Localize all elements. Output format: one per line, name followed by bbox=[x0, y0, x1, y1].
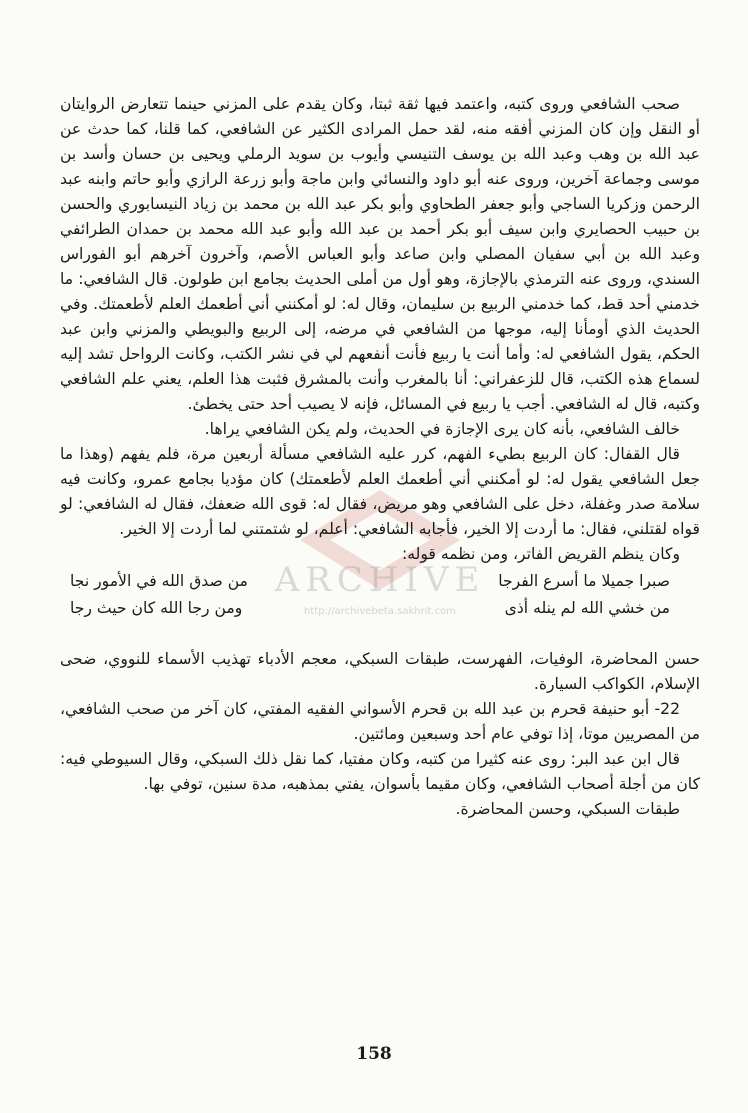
poem-verse bbox=[60, 596, 700, 621]
verse-first-hemistich: صبرا جميلا ما أسرع الفرجا bbox=[498, 572, 670, 590]
page-body bbox=[60, 92, 700, 822]
paragraph: صحب الشافعي وروى كتبه، واعتمد فيها ثقة ثبتا، وكان يقدم على المزني حينما تتعارض الروايتان أو النقل وإن كان المزني أفقه منه، لقد حمل المرادى الكثير عن الشافعي، كما قلنا، كما حدث عن عبد الله بن وهب وعبد الله بن يوسف التنيسي وأيوب بن سويد الرملي ويحيى بن حسان وأسد بن موسى وجماعة آخرين، وروى عنه أبو داود والنسائي وابن ماجة وأبو زرعة الرازي وأبو حاتم وابنه عبد الرحمن وزكريا الساجي وأبو جعفر الطحاوي وأبو بكر عبد الله بن محمد بن زياد النيسابوري والحسن بن حبيب الحصايري وابن سيف أبو بكر أحمد بن عبد الله وأبو عبد الله محمد بن حمدان الطرائفي وعبد الله بن أبي سفيان المصلي وابن صاعد وأبو العباس الأصم، وآخرون آخرهم أبو الفوراس السندي، وروى عنه الترمذي بالإجازة، وهو أول من أملى الحديث بجامع ابن طولون. قال الشافعي: ما خدمني أحد قط، كما خدمني الربيع بن سليمان، وقال له: لو أمكنني أني أطعمك العلم لأطعمتك. وفي الحديث الذي أومأنا إليه، موجها من الشافعي في مرضه، إلى الربيع والبويطي والمزني وابن عبد الحكم، يقول الشافعي له: وأما أنت يا ربيع فأنت أنفعهم لي في نشر الكتب، وكانت الرواحل تشد إليه لسماع هذه الكتب، قال للزعفراني: أنا بالمغرب وأنت بالمشرق فثبت هذا العلم، يعني علم الشافعي وكتبه، قال له الشافعي. أجب يا ربيع في المسائل، فإنه لا يصيب أحد حتى يخطئ. bbox=[60, 95, 700, 413]
entry-22: 22- أبو حنيفة قحرم بن عبد الله بن قحرم الأسواني الفقيه المفتي، كان آخر من صحب الشافعي، من المصريين موتا، إذا توفي عام أحد وسبعين ومائتين. bbox=[60, 700, 700, 743]
poem-verse bbox=[60, 569, 700, 594]
page-number: 158 bbox=[356, 1044, 392, 1064]
verse-second-hemistich: من صدق الله في الأمور نجا bbox=[70, 572, 248, 590]
sources-list: طبقات السبكي، وحسن المحاضرة. bbox=[455, 800, 680, 818]
watermark-url: http://archivebeta.sakhrit.com bbox=[304, 606, 456, 617]
watermark-text: ARCHIVE bbox=[274, 560, 486, 600]
verse-first-hemistich: من خشي الله لم ينله أذى bbox=[504, 599, 670, 617]
paragraph: وكان ينظم القريض الفاتر، ومن نظمه قوله: bbox=[402, 545, 680, 563]
paragraph: خالف الشافعي، بأنه كان يرى الإجازة في الحديث، ولم يكن الشافعي يراها. bbox=[204, 420, 680, 438]
paragraph: قال القفال: كان الربيع بطيء الفهم، كرر عليه الشافعي مسألة أربعين مرة، فلم يفهم (وهذا ما جعل الشافعي يقول له: لو أمكنني أني أطعمك العلم لأطعمتك) كان مؤديا بجامع عمرو، وكانت فيه سلامة صدر وغفلة، دخل على الشافعي وهو مريض، فقال له: قوى الله ضعفك، فقال له الشافعي: لو قواه لقتلني، فقال: ما أردت إلا الخير، فأجابه الشافعي: أعلم، لو شتمتني لما أردت إلا الخير. bbox=[60, 445, 700, 538]
paragraph: قال ابن عبد البر: روى عنه كثيرا من كتبه، وكان مفتيا، كما نقل ذلك السبكي، وقال السيوطي فيه: كان من أجلة أصحاب الشافعي، وكان مقيما بأسوان، يفتي بمذهبه، مدة سنين، توفي بها. bbox=[60, 750, 700, 793]
sources-list: حسن المحاضرة، الوفيات، الفهرست، طبقات السبكي، معجم الأدباء تهذيب الأسماء للنووي، ضحى الإسلام، الكواكب السيارة. bbox=[60, 650, 700, 693]
verse-second-hemistich: ومن رجا الله كان حيث رجا bbox=[70, 599, 243, 617]
